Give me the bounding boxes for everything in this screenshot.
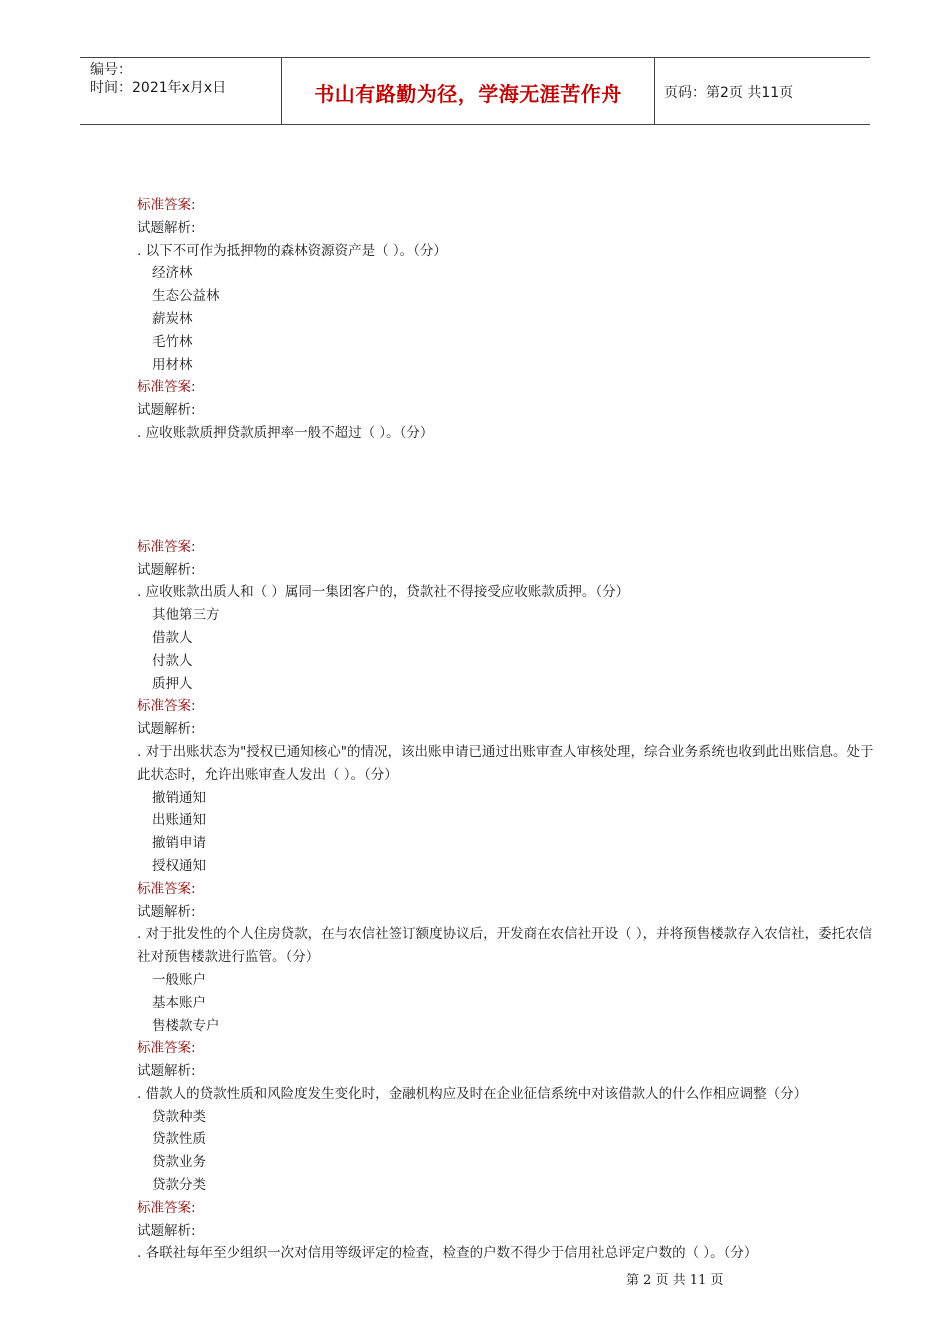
answer-label: 标准答案: bbox=[137, 1040, 196, 1057]
answer-label: 标准答案: bbox=[137, 197, 196, 213]
question-text: . 以下不可作为抵押物的森林资源资产是（ ）。（分） bbox=[137, 242, 447, 259]
option-item: 毛竹林 bbox=[152, 333, 193, 350]
answer-label: 标准答案: bbox=[137, 538, 196, 555]
question-text: . 应收账款质押贷款质押率一般不超过（ ）。（分） bbox=[137, 424, 434, 441]
option-item: 贷款性质 bbox=[152, 1131, 206, 1148]
option-item: 薪炭林 bbox=[152, 310, 193, 327]
header-divider bbox=[654, 57, 655, 124]
option-item: 授权通知 bbox=[152, 857, 206, 874]
option-item: 一般账户 bbox=[152, 971, 206, 988]
question-text: . 应收账款出质人和（ ）属同一集团客户的，贷款社不得接受应收账款质押。（分） bbox=[137, 584, 630, 601]
analysis-label: 试题解析: bbox=[137, 721, 196, 738]
option-item: 贷款分类 bbox=[152, 1177, 206, 1194]
option-item: 用材林 bbox=[152, 356, 193, 373]
page-footer: 第 2 页 共 11 页 bbox=[626, 1273, 724, 1288]
answer-label: 标准答案: bbox=[137, 880, 196, 897]
option-item: 付款人 bbox=[152, 652, 193, 669]
analysis-label: 试题解析: bbox=[137, 402, 196, 419]
question-text: . 对于出账状态为"授权已通知核心"的情况，该出账申请已通过出账审查人审核处理，综合业务系统也收到此出账信息。处于此状态时，允许出账审查人发出（ ）。（分） bbox=[137, 743, 874, 783]
option-item: 贷款种类 bbox=[152, 1108, 206, 1125]
answer-label: 标准答案: bbox=[137, 1199, 196, 1216]
question-text: . 借款人的贷款性质和风险度发生变化时，金融机构应及时在企业征信系统中对该借款人的什么作相应调整（分） bbox=[137, 1085, 808, 1102]
option-item: 售楼款专户 bbox=[152, 1017, 220, 1034]
option-item: 撤销申请 bbox=[152, 835, 206, 852]
header-motto: 书山有路勤为径，学海无涯苦作舟 bbox=[314, 82, 622, 106]
option-item: 撤销通知 bbox=[152, 789, 206, 806]
option-item: 质押人 bbox=[152, 675, 193, 692]
question-text: . 对于批发性的个人住房贷款，在与农信社签订额度协议后，开发商在农信社开设（ ），并将预售楼款存入农信社，委托农信社对预售楼款进行监管。（分） bbox=[137, 926, 873, 966]
header-top-rule bbox=[80, 57, 870, 58]
analysis-label: 试题解析: bbox=[137, 903, 196, 920]
option-item: 贷款业务 bbox=[152, 1154, 206, 1171]
header-bottom-rule bbox=[80, 124, 870, 125]
analysis-label: 试题解析: bbox=[137, 1063, 196, 1080]
analysis-label: 试题解析: bbox=[137, 219, 196, 236]
answer-label: 标准答案: bbox=[137, 698, 196, 715]
option-item: 其他第三方 bbox=[152, 607, 220, 624]
option-item: 出账通知 bbox=[152, 812, 206, 829]
analysis-label: 试题解析: bbox=[137, 561, 196, 578]
question-list bbox=[137, 194, 877, 1265]
option-item: 借款人 bbox=[152, 629, 193, 646]
date-label: 时间：2021年x月x日 bbox=[90, 80, 227, 96]
option-item: 经济林 bbox=[152, 265, 193, 282]
analysis-label: 试题解析: bbox=[137, 1222, 196, 1239]
answer-label: 标准答案: bbox=[137, 379, 196, 396]
serial-label: 编号： bbox=[90, 62, 132, 78]
blank-space bbox=[137, 445, 877, 536]
option-item: 生态公益林 bbox=[152, 288, 220, 305]
option-item: 基本账户 bbox=[152, 994, 206, 1011]
header-page-number: 页码：第2页 共11页 bbox=[664, 85, 794, 101]
question-text: . 各联社每年至少组织一次对信用等级评定的检查，检查的户数不得少于信用社总评定户数的（ ）。（分） bbox=[137, 1245, 758, 1262]
